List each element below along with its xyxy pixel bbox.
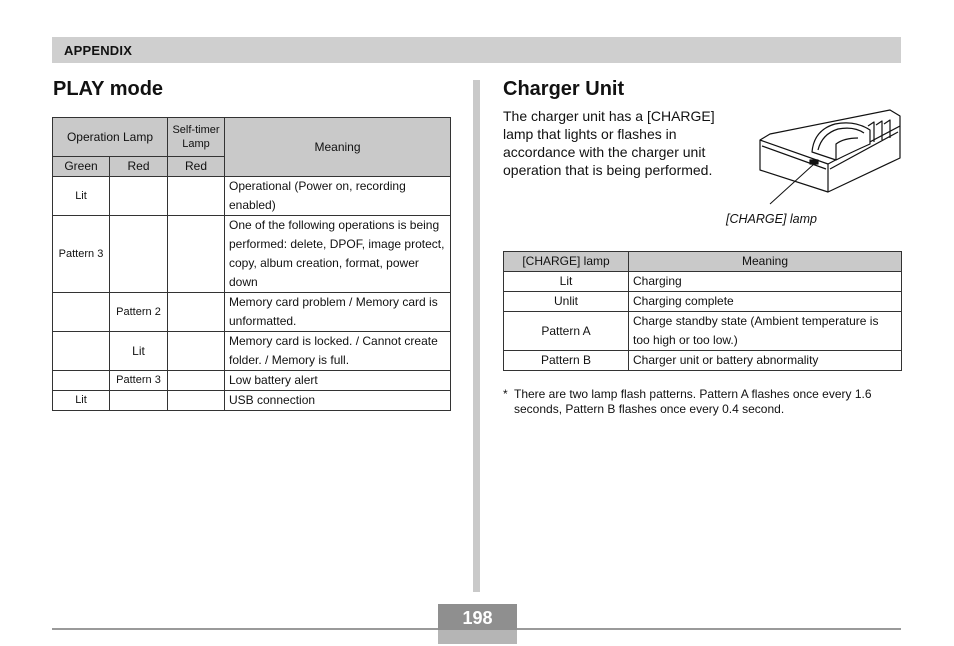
red-cell: Pattern 3: [110, 371, 168, 391]
meaning-cell: Charge standby state (Ambient temperature is too high or too low.): [629, 312, 902, 351]
green-header: Green: [53, 157, 110, 177]
table-row: [53, 332, 451, 371]
table-row: [53, 177, 451, 216]
self-timer-cell: [168, 332, 225, 371]
green-cell: Lit: [53, 391, 110, 411]
self-timer-cell: [168, 216, 225, 293]
lamp-state-cell: Lit: [504, 272, 629, 292]
self-timer-cell: [168, 177, 225, 216]
table-row: [504, 351, 902, 371]
red-cell: Pattern 2: [110, 293, 168, 332]
meaning-cell: One of the following operations is being performed: delete, DPOF, image protect, copy, album creation, format, power down: [225, 216, 451, 293]
charger-unit-title: Charger Unit: [503, 78, 625, 100]
table-row: [504, 312, 902, 351]
red-cell: Lit: [110, 332, 168, 371]
self-timer-cell: [168, 371, 225, 391]
green-cell: [53, 293, 110, 332]
charger-lamp-table: [503, 251, 902, 371]
section-header-bar: [52, 37, 901, 63]
charge-lamp-caption: [CHARGE] lamp: [726, 212, 817, 226]
green-cell: [53, 332, 110, 371]
meaning-cell: Charging complete: [629, 292, 902, 312]
charger-unit-illustration: [740, 100, 910, 210]
meaning-cell: Operational (Power on, recording enabled): [225, 177, 451, 216]
table-row: [53, 371, 451, 391]
red-cell: [110, 177, 168, 216]
self-timer-lamp-header: Self-timer Lamp: [168, 118, 225, 157]
table-row: [53, 391, 451, 411]
self-timer-cell: [168, 391, 225, 411]
lamp-state-cell: Pattern A: [504, 312, 629, 351]
green-cell: Pattern 3: [53, 216, 110, 293]
red-header: Red: [110, 157, 168, 177]
green-cell: Lit: [53, 177, 110, 216]
section-label: APPENDIX: [64, 43, 133, 58]
lamp-state-cell: Unlit: [504, 292, 629, 312]
table-row: [53, 293, 451, 332]
red-cell: [110, 216, 168, 293]
meaning-cell: Charging: [629, 272, 902, 292]
note-asterisk: *: [503, 387, 508, 401]
meaning-cell: Low battery alert: [225, 371, 451, 391]
meaning-cell: Memory card problem / Memory card is unformatted.: [225, 293, 451, 332]
meaning-cell: Memory card is locked. / Cannot create folder. / Memory is full.: [225, 332, 451, 371]
flash-pattern-note: [503, 387, 903, 417]
meaning-cell: Charger unit or battery abnormality: [629, 351, 902, 371]
meaning-cell: USB connection: [225, 391, 451, 411]
table-row: [53, 216, 451, 293]
table-row: [504, 272, 902, 292]
table-row: [504, 292, 902, 312]
table-header-row: [504, 252, 902, 272]
play-mode-table: [52, 117, 451, 411]
self-timer-red-header: Red: [168, 157, 225, 177]
play-mode-title: PLAY mode: [53, 78, 164, 100]
charge-lamp-header: [CHARGE] lamp: [504, 252, 629, 272]
self-timer-cell: [168, 293, 225, 332]
note-text: There are two lamp flash patterns. Pattern A flashes once every 1.6 seconds, Pattern B flashes once every 0.4 second.: [514, 387, 872, 416]
page-number: 198: [462, 608, 493, 628]
charger-intro-text: The charger unit has a [CHARGE] lamp that lights or flashes in accordance with the charger unit operation that is being performed.: [503, 108, 715, 178]
column-divider: [473, 80, 480, 592]
meaning-header: Meaning: [629, 252, 902, 272]
page-number-box: [438, 604, 517, 644]
red-cell: [110, 391, 168, 411]
green-cell: [53, 371, 110, 391]
meaning-header: Meaning: [225, 118, 451, 177]
lamp-state-cell: Pattern B: [504, 351, 629, 371]
operation-lamp-header: Operation Lamp: [53, 118, 168, 157]
table-header-row: [53, 118, 451, 157]
